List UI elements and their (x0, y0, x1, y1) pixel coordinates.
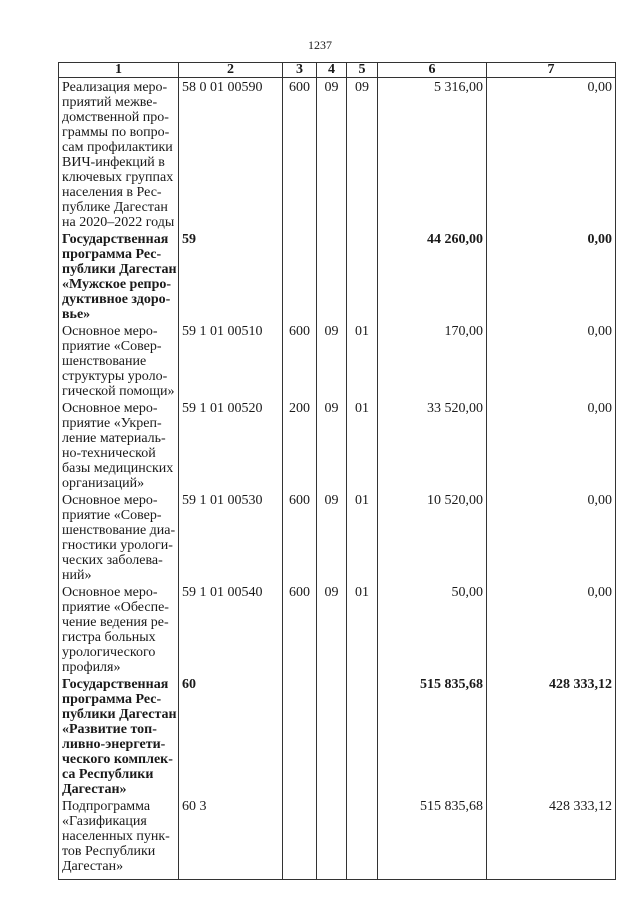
table-row (59, 797, 616, 879)
row-amount-col7: 428 333,12 (487, 797, 616, 879)
row-name-line: ний» (62, 568, 92, 583)
row-code: 59 1 01 00520 (179, 399, 283, 491)
row-name-line: ключевых группах (62, 170, 174, 185)
row-name-line: Дагестан» (62, 782, 127, 797)
row-code: 59 (179, 230, 283, 322)
row-name-line: дуктивное здоро- (62, 292, 171, 307)
row-amount-col7: 0,00 (487, 322, 616, 399)
row-section: 09 (317, 322, 347, 399)
row-name-line: но-технической (62, 446, 156, 461)
row-amount-col6: 44 260,00 (378, 230, 487, 322)
row-name-line: ливно-энергети- (62, 737, 166, 752)
row-amount-col7: 428 333,12 (487, 675, 616, 797)
row-name (59, 583, 179, 675)
page-number: 1237 (308, 38, 332, 52)
row-name (59, 797, 179, 879)
row-name-line: структуры уроло- (62, 369, 168, 384)
budget-table (58, 62, 616, 880)
row-name-line: сам профилактики (62, 140, 173, 155)
row-code: 59 1 01 00540 (179, 583, 283, 675)
row-name-line: чение ведения ре- (62, 615, 169, 630)
row-section (317, 230, 347, 322)
table-row (59, 399, 616, 491)
row-code: 60 3 (179, 797, 283, 879)
row-name-line: приятие «Обеспе- (62, 600, 169, 615)
row-name (59, 78, 179, 231)
header-col-2: 2 (179, 63, 283, 78)
row-section (317, 797, 347, 879)
row-code: 60 (179, 675, 283, 797)
table-row (59, 322, 616, 399)
row-code: 59 1 01 00510 (179, 322, 283, 399)
row-name-line: шенствование (62, 354, 147, 369)
row-subsection: 01 (347, 583, 378, 675)
row-expense-type: 600 (283, 322, 317, 399)
row-subsection: 09 (347, 78, 378, 231)
row-name (59, 322, 179, 399)
row-name-line: Дагестан» (62, 859, 124, 874)
row-name (59, 491, 179, 583)
row-name-line: приятий межве- (62, 95, 158, 110)
table-row (59, 583, 616, 675)
row-name-line: Основное меро- (62, 324, 158, 339)
row-amount-col7: 0,00 (487, 230, 616, 322)
row-name (59, 399, 179, 491)
row-name-line: базы медицинских (62, 461, 174, 476)
row-expense-type (283, 230, 317, 322)
row-amount-col6: 5 316,00 (378, 78, 487, 231)
row-subsection (347, 675, 378, 797)
row-subsection: 01 (347, 491, 378, 583)
row-name-line: публике Дагестан (62, 200, 168, 215)
header-col-6: 6 (378, 63, 487, 78)
row-amount-col7: 0,00 (487, 78, 616, 231)
row-name-line: программа Рес- (62, 692, 162, 707)
row-name-line: граммы по вопро- (62, 125, 170, 140)
header-col-7: 7 (487, 63, 616, 78)
header-col-1: 1 (59, 63, 179, 78)
row-expense-type: 600 (283, 583, 317, 675)
row-name-line: са Республики (62, 767, 154, 782)
header-col-4: 4 (317, 63, 347, 78)
table-body (59, 78, 616, 880)
row-name-line: гической помощи» (62, 384, 175, 399)
row-name-line: «Мужское репро- (62, 277, 172, 292)
row-amount-col7: 0,00 (487, 583, 616, 675)
row-amount-col7: 0,00 (487, 399, 616, 491)
row-name-line: вье» (62, 307, 91, 322)
row-name (59, 675, 179, 797)
row-name-line: «Газификация (62, 814, 147, 829)
table-row (59, 78, 616, 231)
row-name (59, 230, 179, 322)
row-name-line: организаций» (62, 476, 145, 491)
row-name-line: населения в Рес- (62, 185, 162, 200)
header-col-5: 5 (347, 63, 378, 78)
row-name-line: тов Республики (62, 844, 156, 859)
row-section: 09 (317, 491, 347, 583)
row-name-line: ление материаль- (62, 431, 166, 446)
row-code: 58 0 01 00590 (179, 78, 283, 231)
row-name-line: Основное меро- (62, 585, 158, 600)
row-name-line: шенствование диа- (62, 523, 176, 538)
row-subsection: 01 (347, 322, 378, 399)
row-name-line: урологического (62, 645, 156, 660)
row-name-line: домственной про- (62, 110, 169, 125)
row-name-line: «Развитие топ- (62, 722, 157, 737)
row-amount-col6: 170,00 (378, 322, 487, 399)
row-name-line: приятие «Совер- (62, 339, 162, 354)
row-expense-type: 600 (283, 78, 317, 231)
row-expense-type: 200 (283, 399, 317, 491)
row-subsection (347, 230, 378, 322)
row-expense-type (283, 675, 317, 797)
row-name-line: населенных пунк- (62, 829, 170, 844)
row-subsection (347, 797, 378, 879)
row-amount-col6: 515 835,68 (378, 797, 487, 879)
row-name-line: Основное меро- (62, 493, 158, 508)
row-name-line: Подпрограмма (62, 799, 151, 814)
row-name-line: ческих заболева- (62, 553, 163, 568)
row-amount-col6: 515 835,68 (378, 675, 487, 797)
row-name-line: Реализация меро- (62, 80, 168, 95)
row-section (317, 675, 347, 797)
row-expense-type (283, 797, 317, 879)
row-section: 09 (317, 78, 347, 231)
row-amount-col7: 0,00 (487, 491, 616, 583)
row-name-line: приятие «Укреп- (62, 416, 162, 431)
row-name-line: публики Дагестан (62, 707, 177, 722)
table-row (59, 491, 616, 583)
row-expense-type: 600 (283, 491, 317, 583)
header-col-3: 3 (283, 63, 317, 78)
row-section: 09 (317, 399, 347, 491)
row-name-line: ческого комплек- (62, 752, 173, 767)
row-amount-col6: 10 520,00 (378, 491, 487, 583)
row-subsection: 01 (347, 399, 378, 491)
row-name-line: гистра больных (62, 630, 156, 645)
table-header-row (59, 63, 616, 78)
row-amount-col6: 33 520,00 (378, 399, 487, 491)
table-row (59, 230, 616, 322)
row-name-line: профиля» (62, 660, 121, 675)
row-name-line: Государственная (62, 677, 169, 692)
table-row (59, 675, 616, 797)
row-name-line: Государственная (62, 232, 169, 247)
row-name-line: Основное меро- (62, 401, 158, 416)
row-name-line: гностики урологи- (62, 538, 173, 553)
row-name-line: программа Рес- (62, 247, 162, 262)
row-section: 09 (317, 583, 347, 675)
row-name-line: ВИЧ-инфекций в (62, 155, 165, 170)
row-amount-col6: 50,00 (378, 583, 487, 675)
row-name-line: публики Дагестан (62, 262, 177, 277)
row-name-line: на 2020–2022 годы (62, 215, 175, 230)
row-code: 59 1 01 00530 (179, 491, 283, 583)
row-name-line: приятие «Совер- (62, 508, 162, 523)
